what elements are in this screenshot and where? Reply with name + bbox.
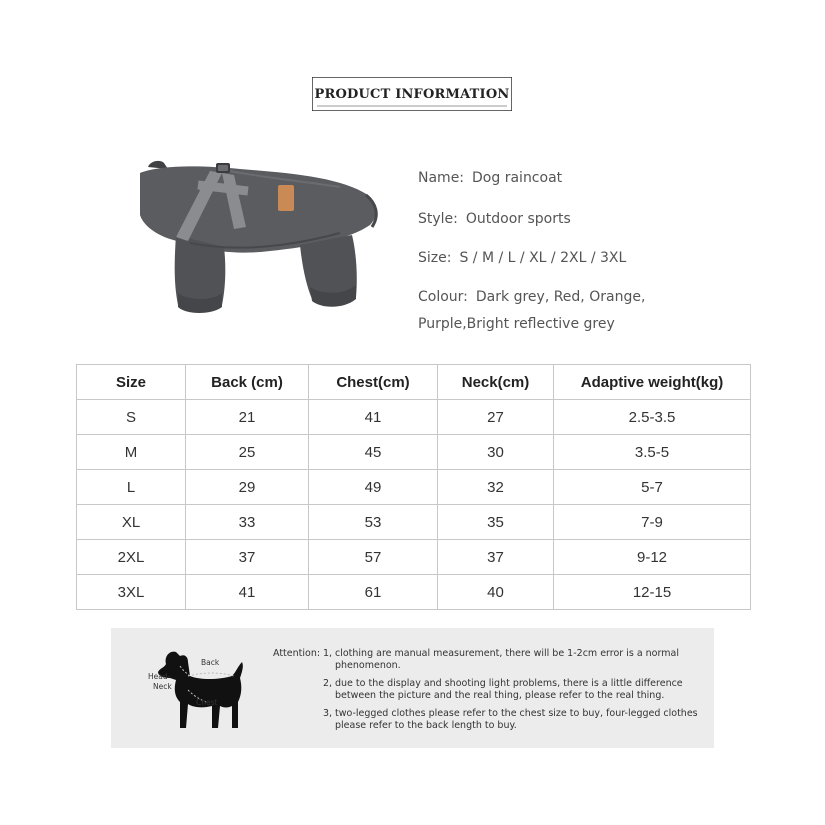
table-cell: 7-9 — [554, 505, 751, 540]
section-header — [312, 77, 512, 111]
info-label: Size: — [418, 250, 452, 266]
page-title: PRODUCT INFORMATION — [314, 86, 510, 102]
note-text: clothing are manual measurement, there will be 1-2cm error is a normal phenomenon. — [335, 648, 679, 671]
table-cell: M — [77, 435, 186, 470]
table-cell: 32 — [438, 470, 554, 505]
column-header: Neck(cm) — [438, 365, 554, 400]
table-cell: 57 — [309, 540, 438, 575]
column-header: Back (cm) — [186, 365, 309, 400]
table-row — [77, 435, 751, 470]
table-cell: 33 — [186, 505, 309, 540]
info-style — [418, 211, 571, 227]
label-back: Back — [201, 658, 220, 667]
info-value: S / M / L / XL / 2XL / 3XL — [459, 250, 627, 266]
label-neck: Neck — [153, 682, 172, 691]
note-item — [323, 708, 703, 732]
label-chest: Chest — [196, 698, 218, 707]
info-name — [418, 170, 562, 186]
table-cell: 2XL — [77, 540, 186, 575]
attention-label: Attention: — [273, 648, 321, 659]
table-cell: 9-12 — [554, 540, 751, 575]
info-value: Outdoor sports — [465, 211, 571, 227]
note-item — [323, 678, 703, 702]
table-cell: 5-7 — [554, 470, 751, 505]
table-cell: 29 — [186, 470, 309, 505]
table-cell: 37 — [438, 540, 554, 575]
table-cell: 25 — [186, 435, 309, 470]
table-cell: 3.5-5 — [554, 435, 751, 470]
note-number: 2, — [323, 678, 333, 689]
table-row — [77, 470, 751, 505]
info-value: Purple,Bright reflective grey — [418, 316, 615, 332]
note-number: 3, — [323, 708, 333, 719]
product-image — [130, 155, 390, 325]
table-cell: 30 — [438, 435, 554, 470]
note-text: two-legged clothes please refer to the chest size to buy, four-legged clothes please refer to the back length to buy. — [335, 708, 698, 731]
table-row — [77, 400, 751, 435]
info-size — [418, 250, 626, 266]
table-cell: 35 — [438, 505, 554, 540]
table-cell: 37 — [186, 540, 309, 575]
table-cell: XL — [77, 505, 186, 540]
table-cell: 40 — [438, 575, 554, 610]
table-cell: 2.5-3.5 — [554, 400, 751, 435]
table-cell: 41 — [309, 400, 438, 435]
table-cell: 27 — [438, 400, 554, 435]
size-chart-table — [76, 364, 751, 610]
table-cell: 12-15 — [554, 575, 751, 610]
note-item — [323, 648, 703, 672]
info-label: Name: — [418, 170, 465, 186]
table-cell: 3XL — [77, 575, 186, 610]
label-head: Head- — [148, 672, 171, 681]
table-cell: S — [77, 400, 186, 435]
column-header: Size — [77, 365, 186, 400]
note-number: 1, — [323, 648, 333, 659]
column-header: Adaptive weight(kg) — [554, 365, 751, 400]
info-value: Dog raincoat — [472, 170, 563, 186]
table-cell: 41 — [186, 575, 309, 610]
table-row — [77, 540, 751, 575]
brand-label — [278, 185, 294, 211]
info-label: Style: — [418, 211, 458, 227]
table-cell: 61 — [309, 575, 438, 610]
table-cell: 49 — [309, 470, 438, 505]
table-cell: 53 — [309, 505, 438, 540]
info-colour-cont — [418, 316, 615, 332]
attention-notes — [323, 648, 703, 738]
table-row — [77, 505, 751, 540]
note-text: due to the display and shooting light problems, there is a little difference between the picture and the real thing, please refer to the real thing. — [335, 678, 683, 701]
measurement-guide — [111, 628, 714, 748]
table-header-row — [77, 365, 751, 400]
info-value: Dark grey, Red, Orange, — [475, 289, 646, 305]
table-cell: L — [77, 470, 186, 505]
info-label: Colour: — [418, 289, 468, 305]
column-header: Chest(cm) — [309, 365, 438, 400]
table-row — [77, 575, 751, 610]
table-cell: 21 — [186, 400, 309, 435]
info-colour — [418, 289, 645, 305]
table-cell: 45 — [309, 435, 438, 470]
